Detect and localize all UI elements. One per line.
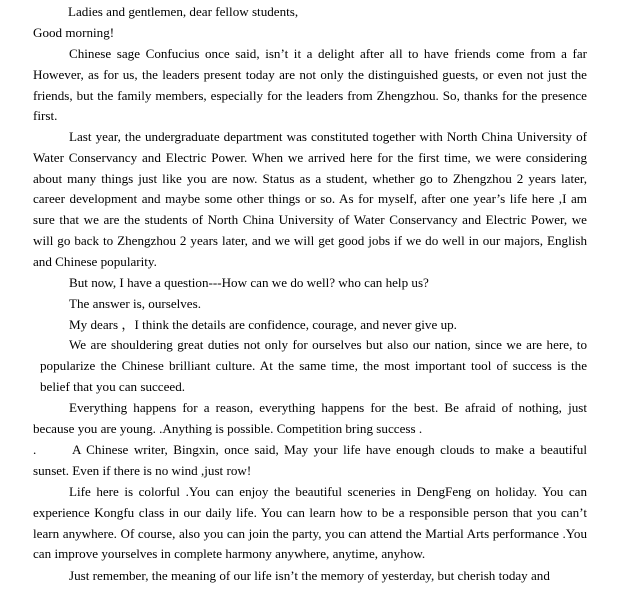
paragraph-last-year: Last year, the undergraduate department was constituted together with North China University of Water Conservancy and Electric Power. When we arrived here for the first time, we were considering about many things just like you are now. Status as a student, whether go to Zhengzhou 2 years later, career development and maybe some other things or so. As for myself, after one year’s life here ,I am sure that we are the students of North China University of Water Conservancy and Electric Power, we will go back to Zhengzhou 2 years later, and we will get good jobs if we do well in our majors, English and Chinese popularity. bbox=[33, 129, 587, 269]
salutation: Ladies and gentlemen, dear fellow students, bbox=[68, 4, 299, 19]
paragraph-bingxin: A Chinese writer, Bingxin, once said, May your life have enough clouds to make a beautiful sunset. Even if there is no wind ,just row! bbox=[33, 442, 587, 478]
paragraph-duties: We are shouldering great duties not only for ourselves but also our nation, since we are here, to popularize the Chinese brilliant culture. At the same time, the most important tool of success is the belief that you can succeed. bbox=[40, 337, 587, 394]
paragraph-bingxin-wrapper bbox=[33, 440, 587, 482]
paragraph-details: My dears ，I think the details are confidence, courage, and never give up. bbox=[69, 317, 457, 332]
paragraph-question: But now, I have a question---How can we do well? who can help us? bbox=[69, 275, 429, 290]
leading-mark: . bbox=[33, 442, 37, 457]
paragraph-remember: Just remember, the meaning of our life isn’t the memory of yesterday, but cherish today and bbox=[69, 568, 550, 583]
paragraph-reason: Everything happens for a reason, everything happens for the best. Be afraid of nothing, just because you are young. .Anything is possible. Competition bring success . bbox=[33, 400, 587, 436]
paragraph-life-here: Life here is colorful .You can enjoy the beautiful sceneries in DengFeng on holiday. You can experience Kongfu class in our daily life. You can learn how to be a responsible person that you can’t learn anywhere. Of course, also you can join the party, you can attend the Martial Arts performance .You can improve yourselves in complete harmony anywhere, anytime, anyhow. bbox=[33, 484, 587, 562]
greeting: Good morning! bbox=[33, 25, 115, 40]
paragraph-answer: The answer is, ourselves. bbox=[69, 296, 201, 311]
paragraph-confucius: Chinese sage Confucius once said, isn’t it a delight after all to have friends come from a far However, as for us, the leaders present today are not only the distinguished guests, or even not just the friends, but the family members, especially for the leaders from Zhengzhou. So, thanks for the presence first. bbox=[33, 46, 587, 124]
